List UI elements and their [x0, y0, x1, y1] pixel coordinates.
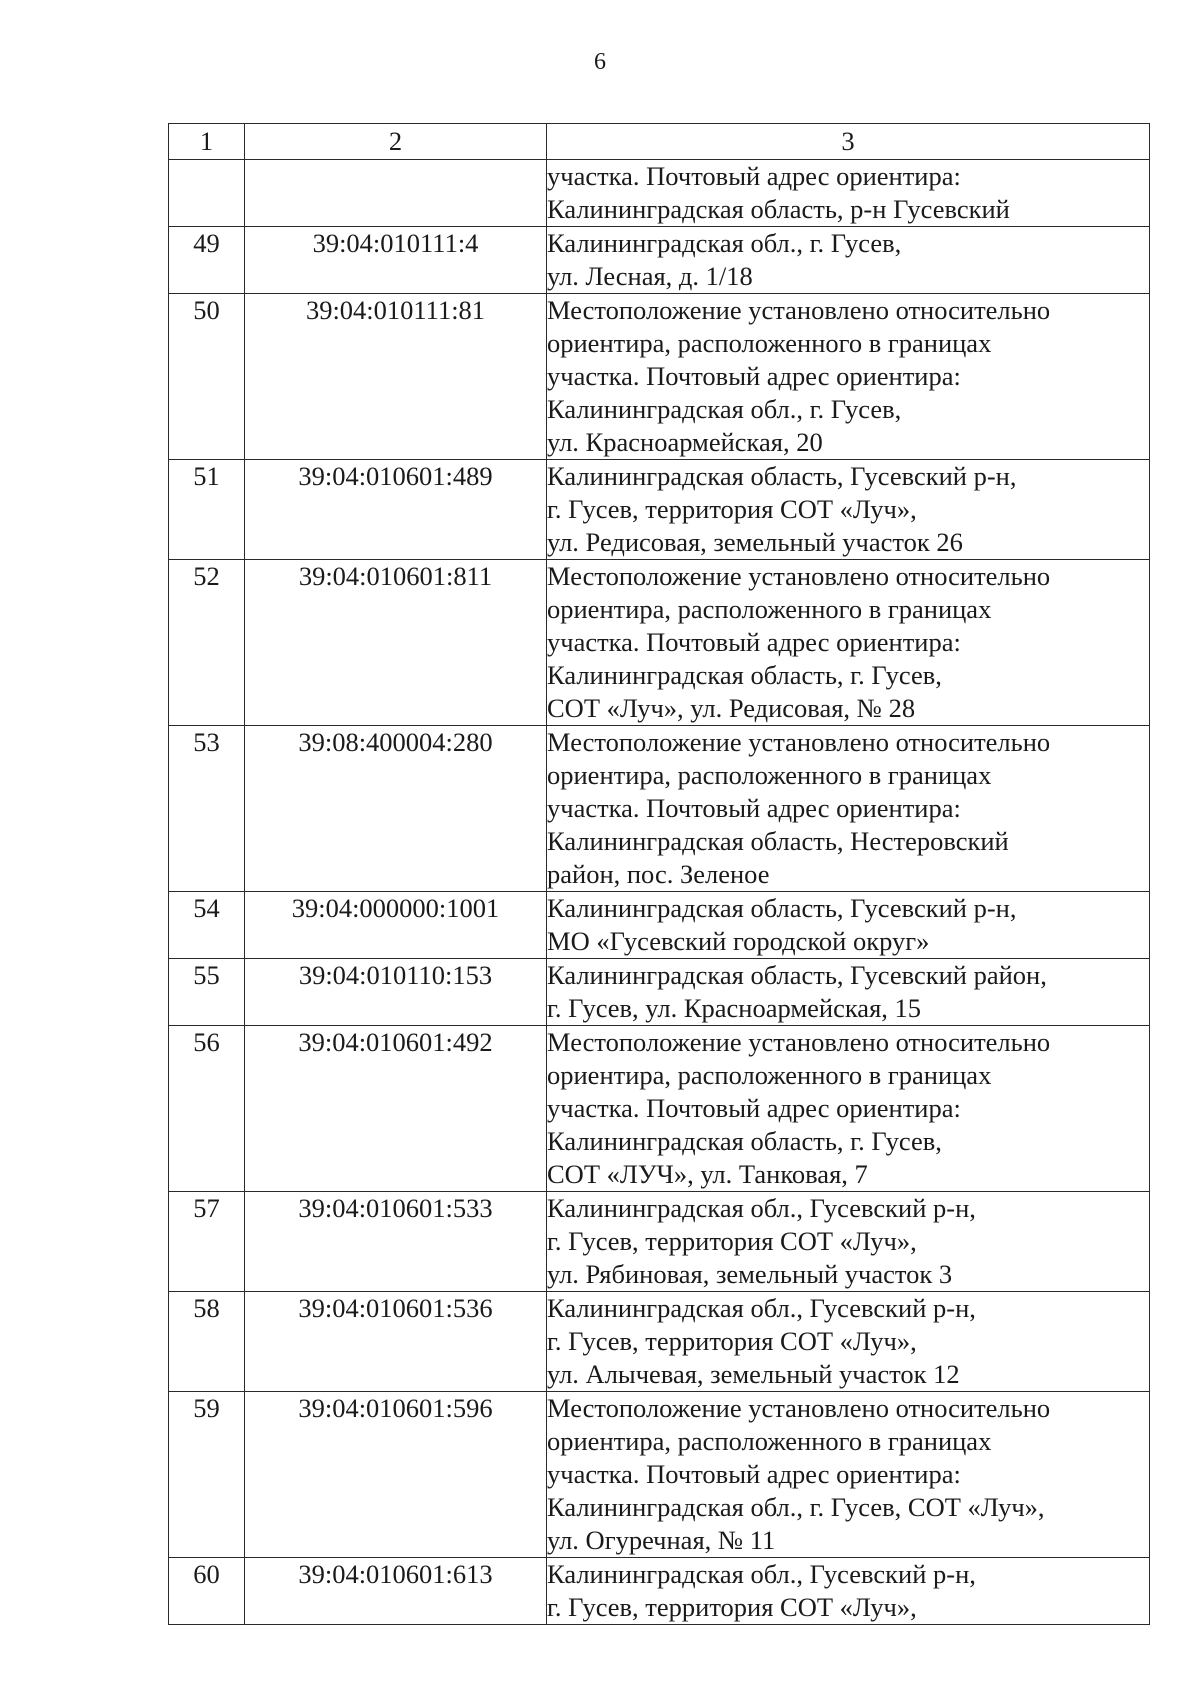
- cadastral-number-cell: [245, 160, 547, 227]
- address-line: Калининградская область, Гусевский район,: [547, 960, 1047, 990]
- address-cell: [547, 160, 1150, 227]
- row-number-cell: 57: [169, 1192, 245, 1292]
- address-line: Местоположение установлено относительно: [547, 1393, 1051, 1423]
- address-line: Калининградская обл., Гусевский р-н,: [547, 1293, 976, 1323]
- table-row: [169, 726, 1150, 892]
- cadastral-number-cell: 39:04:010601:489: [245, 460, 547, 560]
- address-cell: [547, 560, 1150, 726]
- page-number: 6: [594, 49, 606, 75]
- address-line: г. Гусев, территория СОТ «Луч»,: [547, 1592, 917, 1622]
- land-plot-table: [168, 123, 1150, 1625]
- address-line: Калининградская обл., г. Гусев,: [547, 228, 902, 258]
- address-line: ориентира, расположенного в границах: [547, 1060, 992, 1090]
- address-line: СОТ «ЛУЧ», ул. Танковая, 7: [547, 1159, 868, 1189]
- address-line: г. Гусев, территория СОТ «Луч»,: [547, 494, 917, 524]
- cadastral-number-cell: 39:04:010601:596: [245, 1392, 547, 1558]
- address-line: ориентира, расположенного в границах: [547, 1426, 992, 1456]
- address-line: ул. Огуречная, № 11: [547, 1525, 776, 1555]
- table-row: [169, 460, 1150, 560]
- address-cell: [547, 1558, 1150, 1625]
- address-cell: [547, 1292, 1150, 1392]
- address-line: участка. Почтовый адрес ориентира:: [547, 161, 961, 191]
- address-line: Калининградская область, Гусевский р-н,: [547, 893, 1017, 923]
- address-line: ориентира, расположенного в границах: [547, 328, 992, 358]
- cadastral-number-cell: 39:08:400004:280: [245, 726, 547, 892]
- address-line: Калининградская обл., Гусевский р-н,: [547, 1559, 976, 1589]
- address-line: Местоположение установлено относительно: [547, 561, 1051, 591]
- address-line: Калининградская обл., г. Гусев,: [547, 394, 902, 424]
- table-row: [169, 1192, 1150, 1292]
- table-row: [169, 294, 1150, 460]
- address-line: Калининградская область, г. Гусев,: [547, 660, 942, 690]
- table-row: [169, 1558, 1150, 1625]
- row-number-cell: 51: [169, 460, 245, 560]
- row-number-cell: 49: [169, 227, 245, 294]
- address-cell: [547, 959, 1150, 1026]
- cadastral-number-cell: 39:04:010111:4: [245, 227, 547, 294]
- row-number-cell: 54: [169, 892, 245, 959]
- cadastral-number-cell: 39:04:010601:536: [245, 1292, 547, 1392]
- row-number-cell: 53: [169, 726, 245, 892]
- table-row: [169, 1292, 1150, 1392]
- address-cell: [547, 726, 1150, 892]
- row-number-cell: 60: [169, 1558, 245, 1625]
- header-row: [169, 124, 1150, 160]
- address-cell: [547, 460, 1150, 560]
- row-number-cell: [169, 160, 245, 227]
- address-line: участка. Почтовый адрес ориентира:: [547, 1093, 961, 1123]
- table-row: [169, 1026, 1150, 1192]
- table-row: [169, 1392, 1150, 1558]
- table-row: [169, 160, 1150, 227]
- row-number-cell: 50: [169, 294, 245, 460]
- address-cell: [547, 1192, 1150, 1292]
- address-line: участка. Почтовый адрес ориентира:: [547, 361, 961, 391]
- address-cell: [547, 294, 1150, 460]
- table-body: [169, 160, 1150, 1625]
- address-line: Местоположение установлено относительно: [547, 295, 1051, 325]
- table-row: [169, 560, 1150, 726]
- address-line: участка. Почтовый адрес ориентира:: [547, 1459, 961, 1489]
- row-number-cell: 55: [169, 959, 245, 1026]
- address-line: ул. Красноармейская, 20: [547, 427, 823, 457]
- address-line: Местоположение установлено относительно: [547, 1027, 1051, 1057]
- address-line: ориентира, расположенного в границах: [547, 594, 992, 624]
- address-line: Калининградская обл., г. Гусев, СОТ «Луч»,: [547, 1492, 1045, 1522]
- address-line: ул. Редисовая, земельный участок 26: [547, 527, 963, 557]
- address-cell: [547, 1026, 1150, 1192]
- address-cell: [547, 892, 1150, 959]
- table-row: [169, 227, 1150, 294]
- column-header-address: 3: [547, 124, 1150, 160]
- address-cell: [547, 1392, 1150, 1558]
- address-line: ориентира, расположенного в границах: [547, 760, 992, 790]
- address-line: Калининградская обл., Гусевский р-н,: [547, 1193, 976, 1223]
- address-line: район, пос. Зеленое: [547, 859, 770, 889]
- address-line: Местоположение установлено относительно: [547, 727, 1051, 757]
- cadastral-number-cell: 39:04:010601:811: [245, 560, 547, 726]
- cadastral-number-cell: 39:04:010601:613: [245, 1558, 547, 1625]
- cadastral-number-cell: 39:04:010111:81: [245, 294, 547, 460]
- address-line: г. Гусев, территория СОТ «Луч»,: [547, 1326, 917, 1356]
- cadastral-number-cell: 39:04:010601:533: [245, 1192, 547, 1292]
- row-number-cell: 52: [169, 560, 245, 726]
- column-header-cadastral-number: 2: [245, 124, 547, 160]
- address-cell: [547, 227, 1150, 294]
- address-line: Калининградская область, Гусевский р-н,: [547, 461, 1017, 491]
- address-line: участка. Почтовый адрес ориентира:: [547, 627, 961, 657]
- row-number-cell: 59: [169, 1392, 245, 1558]
- address-line: МО «Гусевский городской округ»: [547, 926, 930, 956]
- address-line: Калининградская область, р-н Гусевский: [547, 194, 1010, 224]
- address-line: ул. Рябиновая, земельный участок 3: [547, 1259, 953, 1289]
- address-line: Калининградская область, Нестеровский: [547, 826, 1009, 856]
- address-line: Калининградская область, г. Гусев,: [547, 1126, 942, 1156]
- table-row: [169, 892, 1150, 959]
- address-line: участка. Почтовый адрес ориентира:: [547, 793, 961, 823]
- address-line: СОТ «Луч», ул. Редисовая, № 28: [547, 693, 916, 723]
- row-number-cell: 56: [169, 1026, 245, 1192]
- cadastral-number-cell: 39:04:010110:153: [245, 959, 547, 1026]
- row-number-cell: 58: [169, 1292, 245, 1392]
- column-header-number: 1: [169, 124, 245, 160]
- cadastral-number-cell: 39:04:010601:492: [245, 1026, 547, 1192]
- table-header: [169, 124, 1150, 160]
- address-line: ул. Лесная, д. 1/18: [547, 261, 753, 291]
- table-row: [169, 959, 1150, 1026]
- address-line: г. Гусев, ул. Красноармейская, 15: [547, 993, 922, 1023]
- address-line: г. Гусев, территория СОТ «Луч»,: [547, 1226, 917, 1256]
- address-line: ул. Алычевая, земельный участок 12: [547, 1359, 960, 1389]
- cadastral-number-cell: 39:04:000000:1001: [245, 892, 547, 959]
